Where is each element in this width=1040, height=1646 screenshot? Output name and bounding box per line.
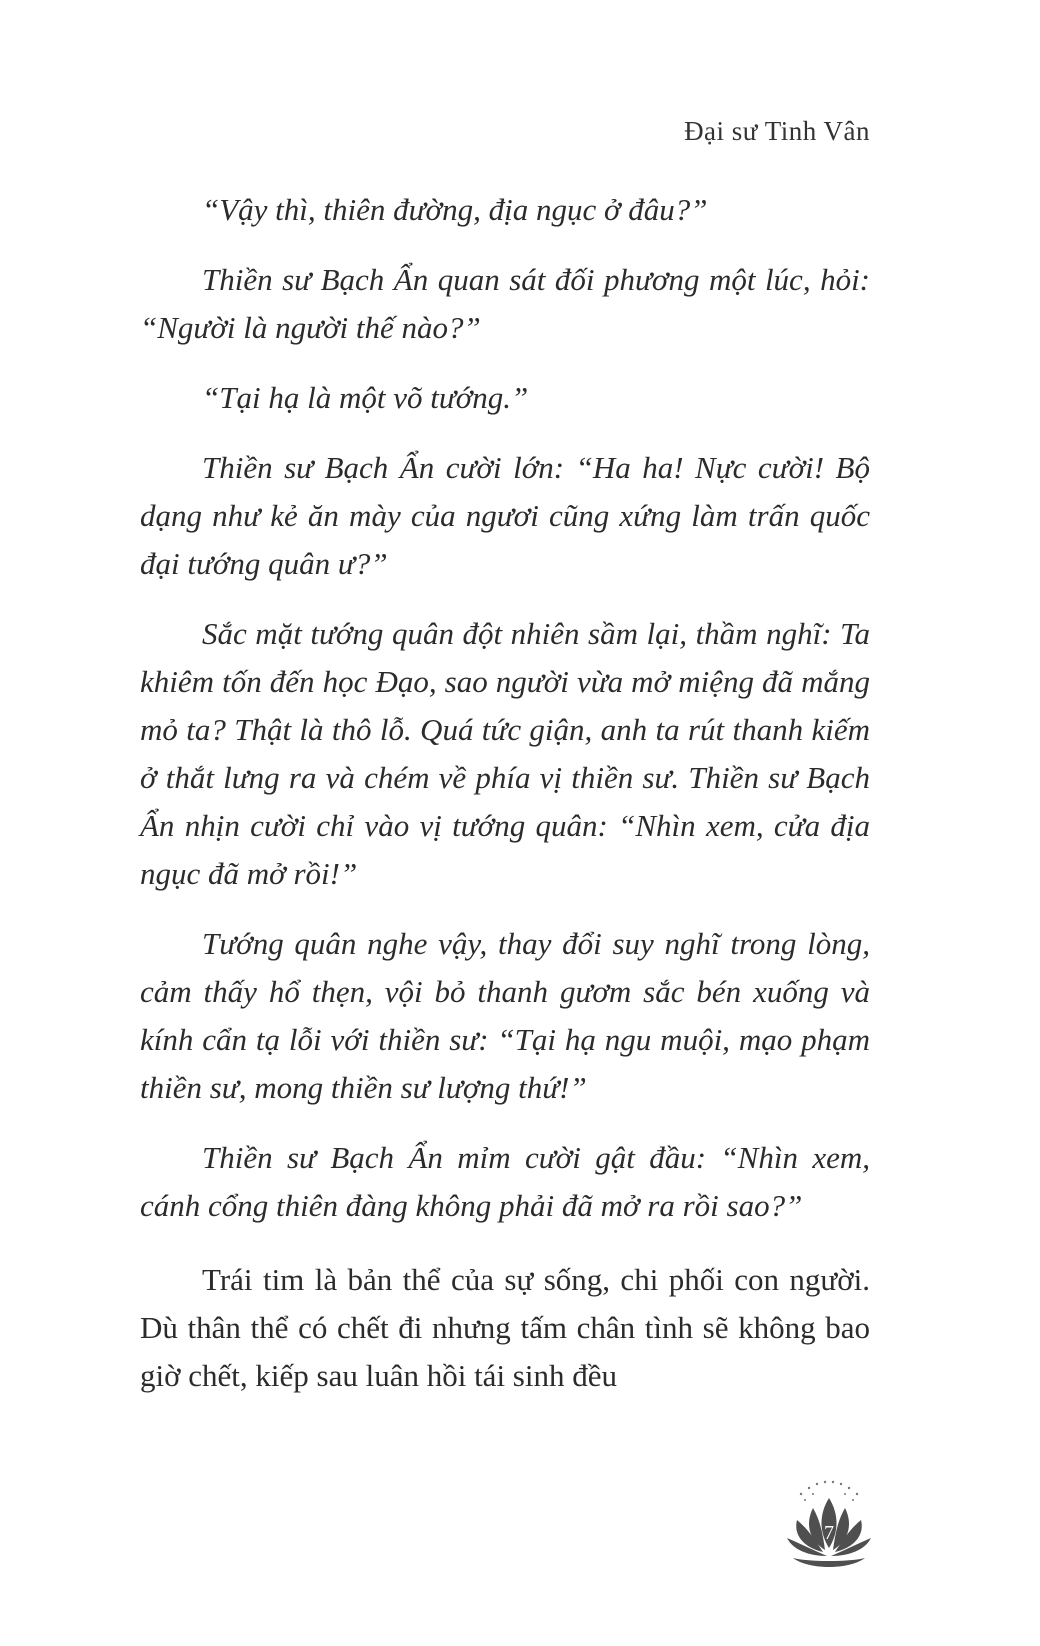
running-header: Đại sư Tinh Vân (684, 116, 870, 146)
page-number: 7 (824, 1522, 834, 1544)
paragraph-5: Sắc mặt tướng quân đột nhiên sầm lại, thầm nghĩ: Ta khiêm tốn đến học Đạo, sao người vừa mở miệng đã mắng mỏ ta? Thật là thô lỗ. Quá tức giận, anh ta rút thanh kiếm ở thắt lưng ra và chém về phía vị thiền sư. Thiền sư Bạch Ẩn nhịn cười chỉ vào vị tướng quân: “Nhìn xem, cửa địa ngục đã mở rồi!” (140, 616, 870, 891)
paragraph-1: “Vậy thì, thiên đường, địa ngục ở đâu?” (202, 192, 708, 227)
paragraph-6: Tướng quân nghe vậy, thay đổi suy nghĩ trong lòng, cảm thấy hổ thẹn, vội bỏ thanh gươm sắc bén xuống và kính cẩn tạ lỗi với thiền sư: “Tại hạ ngu muội, mạo phạm thiền sư, mong thiền sư lượng thứ!” (140, 926, 870, 1105)
paragraph-3: “Tại hạ là một võ tướng.” (202, 380, 529, 415)
paragraph-4: Thiền sư Bạch Ẩn cười lớn: “Ha ha! Nực cười! Bộ dạng như kẻ ăn mày của ngươi cũng xứng làm trấn quốc đại tướng quân ư?” (140, 450, 870, 581)
page-body (140, 186, 870, 1422)
paragraph-8: Trái tim là bản thể của sự sống, chi phối con người. Dù thân thể có chết đi nhưng tấm chân tình sẽ không bao giờ chết, kiếp sau luân hồi tái sinh đều (140, 1262, 870, 1393)
paragraph-2: Thiền sư Bạch Ẩn quan sát đối phương một lúc, hỏi: “Người là người thế nào?” (140, 262, 870, 345)
paragraph-7: Thiền sư Bạch Ẩn mỉm cười gật đầu: “Nhìn xem, cánh cổng thiên đàng không phải đã mở ra rồi sao?” (140, 1140, 870, 1223)
